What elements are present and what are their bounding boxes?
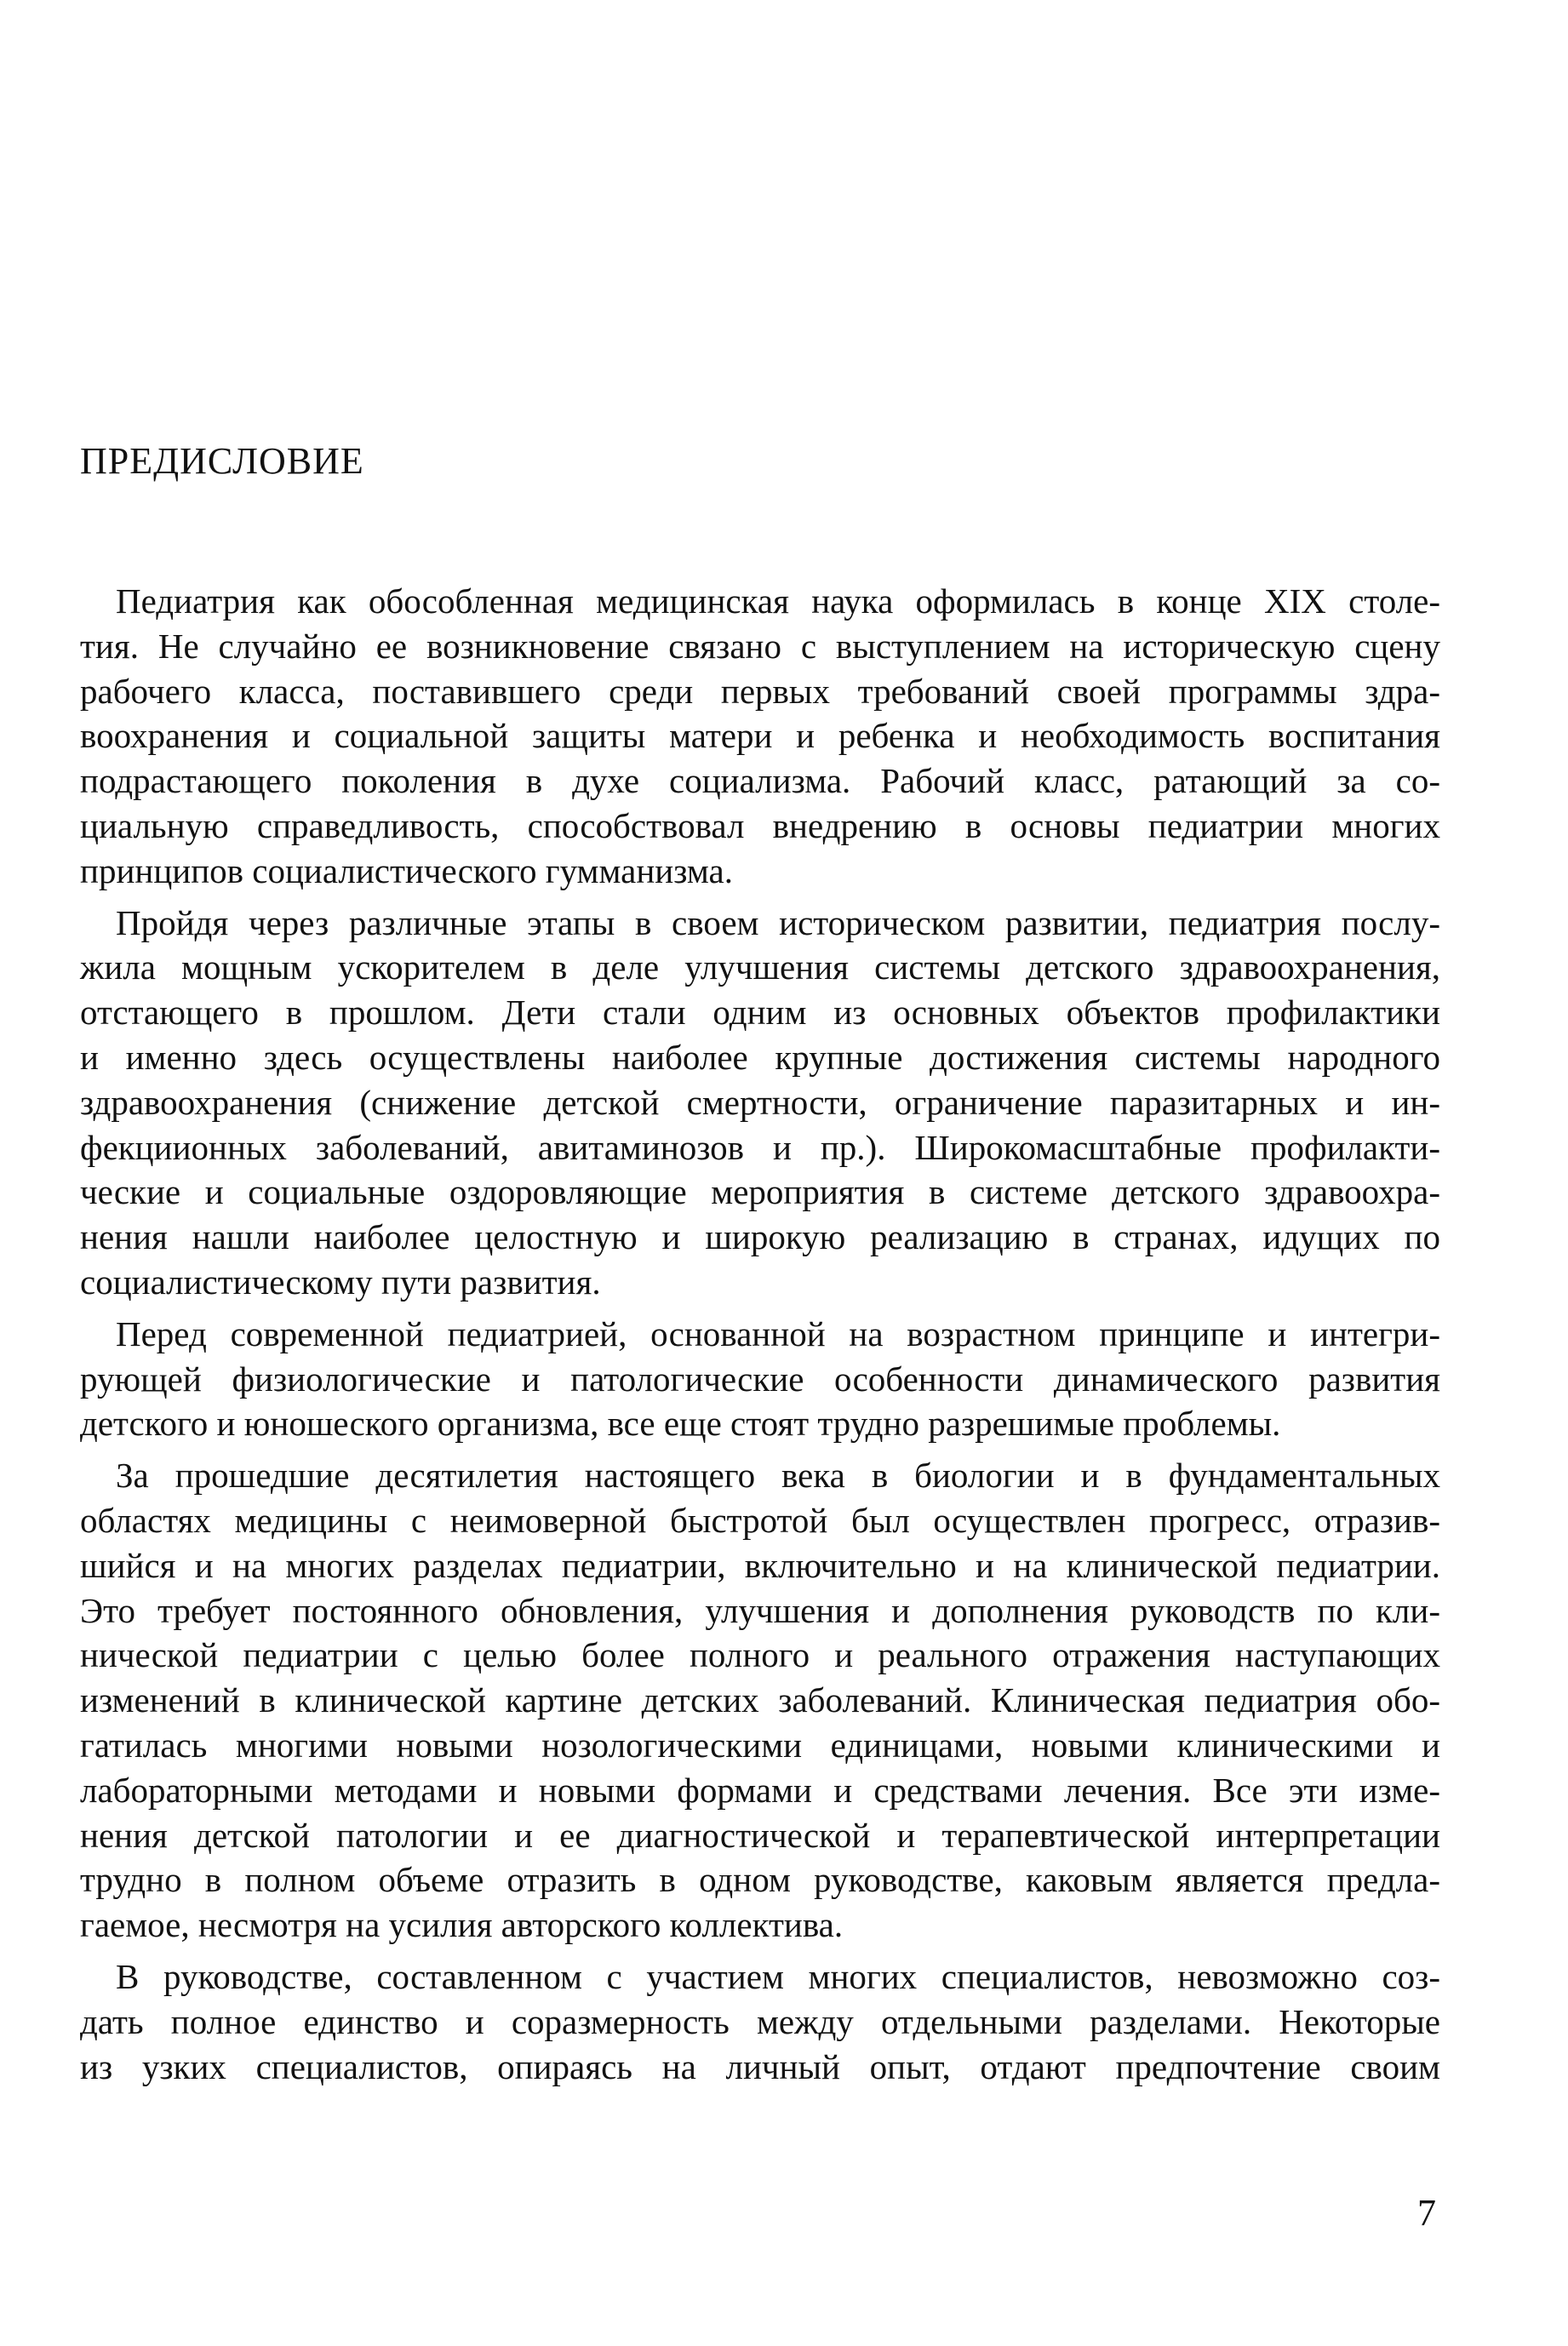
page-title: ПРЕДИСЛОВИЕ xyxy=(80,440,364,482)
text-line: нения детской патологии и ее диагностической и терапевтической интерпретации xyxy=(80,1815,1440,1855)
paragraph xyxy=(80,579,1440,894)
text-line: фекциионных заболеваний, авитаминозов и пр.). Широкомасштабные профилакти- xyxy=(80,1127,1440,1167)
text-line: социалистическому пути развития. xyxy=(80,1262,601,1302)
text-line: лабораторными методами и новыми формами и средствами лечения. Все эти изме- xyxy=(80,1770,1440,1810)
text-line: областях медицины с неимоверной быстротой был осуществлен прогресс, отразив- xyxy=(80,1500,1440,1540)
text-line: гатилась многими новыми нозологическими единицами, новыми клиническими и xyxy=(80,1725,1440,1765)
text-line: В руководстве, составленном с участием многих специалистов, невозможно соз- xyxy=(116,1956,1440,1996)
text-line: циальную справедливость, способствовал внедрению в основы педиатрии многих xyxy=(80,805,1440,845)
text-line: рующей физиологические и патологические особенности динамического развития xyxy=(80,1359,1440,1399)
text-line: детского и юношеского организма, все еще стоят трудно разрешимые проблемы. xyxy=(80,1404,1281,1444)
text-line: нической педиатрии с целью более полного и реального отражения наступающих xyxy=(80,1635,1440,1675)
text-line: из узких специалистов, опираясь на личный опыт, отдают предпочтение своим xyxy=(80,2046,1440,2086)
text-line: Педиатрия как обособленная медицинская наука оформилась в конце XIX столе- xyxy=(116,581,1440,621)
text-line: принципов социалистического гумманизма. xyxy=(80,850,733,890)
text-line: шийся и на многих разделах педиатрии, включительно и на клинической педиатрии. xyxy=(80,1545,1440,1585)
text-line: ческие и социальные оздоровляющие мероприятия в системе детского здравоохра- xyxy=(80,1172,1440,1212)
text-line: изменений в клинической картине детских заболеваний. Клиническая педиатрия обо- xyxy=(80,1680,1440,1720)
text-line: рабочего класса, поставившего среди первых требований своей программы здра- xyxy=(80,671,1440,711)
text-line: Пройдя через различные этапы в своем историческом развитии, педиатрия послу- xyxy=(116,902,1440,942)
text-line: здравоохранения (снижение детской смертности, ограничение паразитарных и ин- xyxy=(80,1082,1440,1122)
text-line: воохранения и социальной защиты матери и ребенка и необходимость воспитания xyxy=(80,716,1440,756)
text-line: Перед современной педиатрией, основанной на возрастном принципе и интегри- xyxy=(116,1313,1440,1353)
text-line: жила мощным ускорителем в деле улучшения системы детского здравоохранения, xyxy=(80,947,1440,987)
page-number: 7 xyxy=(1417,2192,1436,2234)
paragraph xyxy=(80,1312,1440,1446)
paragraph xyxy=(80,1954,1440,2089)
paragraph xyxy=(80,1453,1440,1948)
text-line: трудно в полном объеме отразить в одном руководстве, каковым является предла- xyxy=(80,1860,1440,1900)
paragraph xyxy=(80,901,1440,1305)
text-line: и именно здесь осуществлены наиболее крупные достижения системы народного xyxy=(80,1037,1440,1077)
text-line: За прошедшие десятилетия настоящего века в биологии и в фундаментальных xyxy=(116,1456,1440,1496)
body-text xyxy=(80,579,1440,2096)
text-line: дать полное единство и соразмерность между отдельными разделами. Некоторые xyxy=(80,2001,1440,2041)
text-line: нения нашли наиболее целостную и широкую реализацию в странах, идущих по xyxy=(80,1217,1440,1257)
text-line: тия. Не случайно ее возникновение связано с выступлением на историческую сцену xyxy=(80,626,1440,666)
text-line: подрастающего поколения в духе социализма. Рабочий класс, ратающий за со- xyxy=(80,761,1440,801)
text-line: отстающего в прошлом. Дети стали одним из основных объектов профилактики xyxy=(80,993,1440,1033)
text-line: Это требует постоянного обновления, улучшения и дополнения руководств по кли- xyxy=(80,1590,1440,1630)
text-line: гаемое, несмотря на усилия авторского коллектива. xyxy=(80,1905,844,1945)
